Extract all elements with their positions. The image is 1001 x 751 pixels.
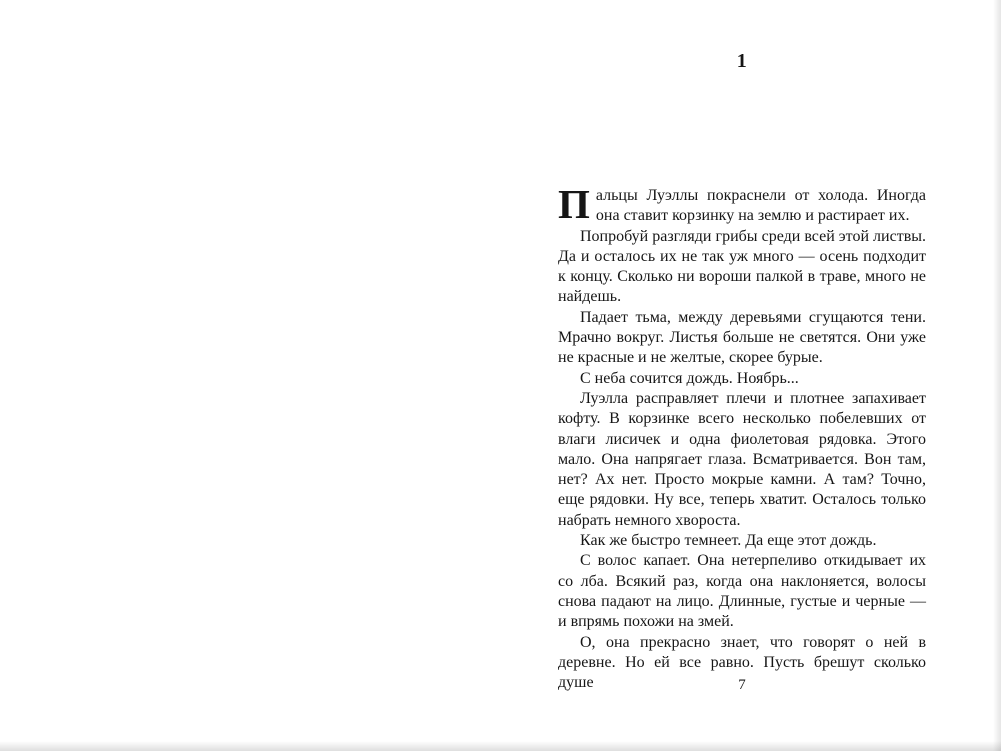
- paragraph: О, она прекрасно знает, что говорят о ней в деревне. Но ей все равно. Пусть брешут сколько душе: [558, 633, 926, 692]
- page-number: 7: [738, 677, 746, 693]
- paragraph: Попробуй разгляди грибы среди всей этой листвы. Да и осталось их не так уж много — осень подходит к концу. Сколько ни вороши палкой в траве, много не найдешь.: [558, 227, 926, 306]
- paragraph: Падает тьма, между деревьями сгущаются тени. Мрачно вокруг. Листья больше не светятся. Они уже не красные и не желтые, скорее бурые.: [558, 308, 926, 367]
- paragraph: Пальцы Луэллы покраснели от холода. Иногда она ставит корзинку на землю и растирает их.: [558, 181, 926, 227]
- paragraph: С неба сочится дождь. Ноябрь...: [580, 369, 799, 387]
- page-edge-shadow-bottom: [0, 741, 1001, 751]
- paragraph: С волос капает. Она нетерпеливо откидывает их со лба. Всякий раз, когда она наклоняется, волосы снова падают на лицо. Длинные, густые и черные — и впрямь похожи на змей.: [558, 552, 926, 631]
- text-block: [558, 181, 926, 693]
- paragraph: Как же быстро темнеет. Да еще этот дождь.: [580, 532, 877, 550]
- page-edge-shadow-right: [993, 0, 1001, 751]
- paragraph: Луэлла расправляет плечи и плотнее запахивает кофту. В корзинке всего несколько побелевших от влаги лисичек и одна фиолетовая рядовка. Этого мало. Она напрягает глаза. Всматривается. Вон там, нет? Ах нет. Просто мокрые камни. А там? Точно, еще рядовки. Ну все, теперь хватит. Осталось только набрать немного хвороста.: [558, 389, 926, 529]
- drop-cap: П: [558, 181, 590, 227]
- chapter-number: 1: [736, 50, 748, 72]
